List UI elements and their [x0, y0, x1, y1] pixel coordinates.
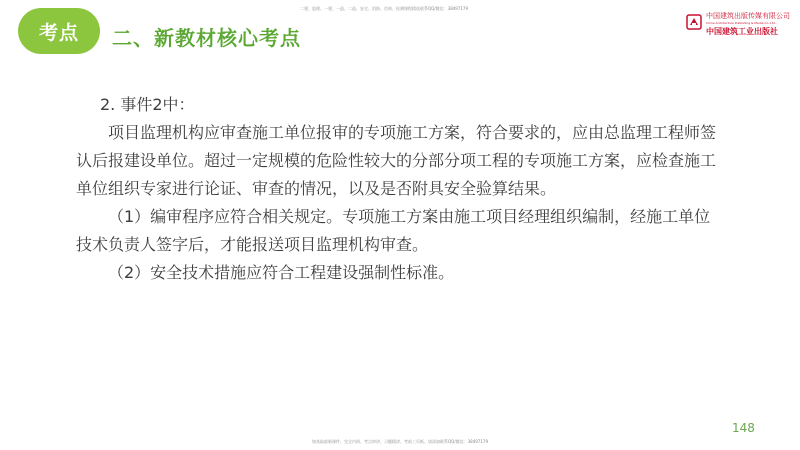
topic-badge: 考点	[18, 8, 100, 54]
publisher-logo	[686, 10, 798, 40]
publisher-emblem-icon	[686, 14, 702, 30]
header	[0, 0, 800, 72]
top-watermark-note: 二建、监理、一建、一造、二造、安全、消防、咨询、检测课程精选联系QQ/微信：38497179	[300, 6, 469, 11]
footer-watermark-note: 如获取最新课件、完全内训、考点串讲、习题精讲、考前三页纸、请添加联系QQ/微信：38497179	[311, 439, 488, 444]
page-number: 148	[732, 421, 755, 435]
paragraph-1: 项目监理机构应审查施工单位报审的专项施工方案，符合要求的，应由总监理工程师签认后报建设单位。超过一定规模的危险性较大的分部分项工程的专项施工方案，应检查施工单位组织专家进行论证、审查的情况，以及是否附具安全验算结果。	[76, 123, 717, 198]
logo-company-name: 中国建筑出版传媒有限公司	[706, 12, 790, 20]
paragraph-3: （2）安全技术措施应符合工程建设强制性标准。	[108, 263, 455, 282]
logo-company-name-en: China Architecture Publishing & Media Co.,Ltd.	[706, 21, 776, 25]
paragraph-2: （1）编审程序应符合相关规定。专项施工方案由施工项目经理组织编制，经施工单位技术负责人签字后，才能报送项目监理机构审查。	[76, 207, 711, 254]
content-heading: 2. 事件2中：	[100, 95, 195, 114]
section-title: 二、新教材核心考点	[112, 26, 301, 50]
body-content	[76, 91, 726, 287]
logo-publisher-name: 中国建筑工业出版社	[706, 27, 778, 36]
